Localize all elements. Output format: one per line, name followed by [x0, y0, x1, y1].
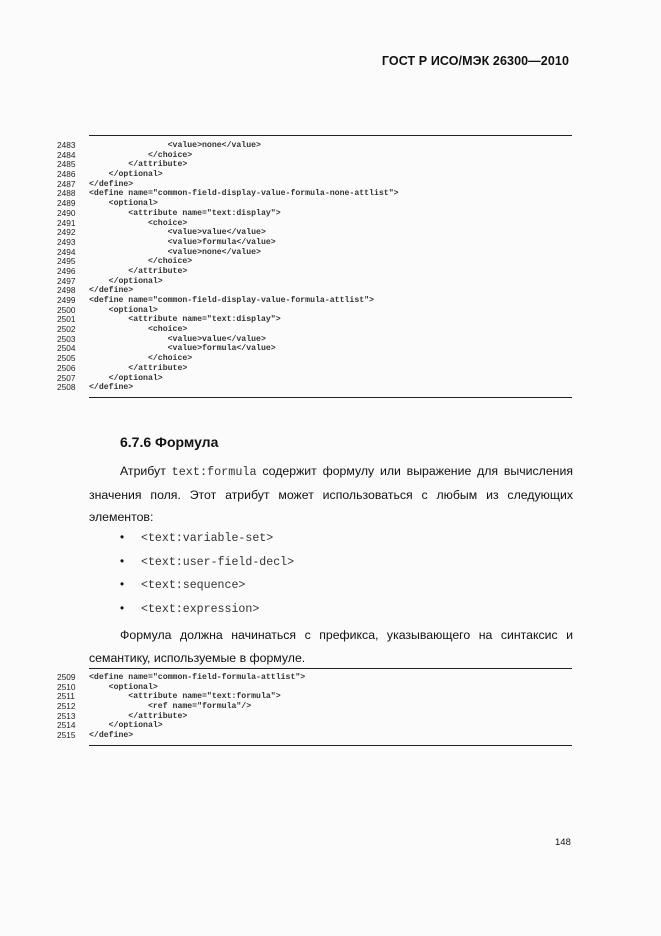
line-number: 2514	[57, 720, 76, 731]
code-text: </define>	[89, 179, 134, 189]
line-number: 2512	[57, 701, 76, 712]
line-number: 2490	[57, 207, 76, 218]
line-number: 2498	[57, 285, 76, 296]
code-text: <define name="common-field-formula-attlist">	[89, 673, 306, 682]
code-line	[57, 228, 572, 238]
code-text: </define>	[89, 286, 134, 296]
code-line	[57, 335, 572, 345]
code-line	[57, 180, 572, 190]
code-line	[57, 721, 572, 731]
code-text: <attribute name="text:formula">	[89, 692, 281, 702]
line-number: 2488	[57, 188, 76, 199]
code-line	[57, 673, 572, 683]
code-line	[57, 141, 572, 151]
code-text: </define>	[89, 383, 134, 393]
code-line	[57, 189, 572, 199]
list-item: • <text:variable-set>	[120, 531, 274, 545]
code-lines	[57, 141, 572, 393]
line-number: 2496	[57, 265, 76, 276]
code-text: <define name="common-field-display-value-formula-attlist">	[89, 296, 374, 305]
line-number: 2493	[57, 236, 76, 247]
code-line	[57, 344, 572, 354]
code-line	[57, 170, 572, 180]
code-line	[57, 354, 572, 364]
line-number: 2501	[57, 314, 76, 325]
list-item: • <text:user-field-decl>	[120, 554, 295, 569]
code-line	[57, 364, 572, 374]
paragraph-formula-attribute	[89, 460, 573, 529]
element-list	[120, 531, 294, 626]
code-text: <attribute name="text:display">	[89, 208, 281, 218]
code-text: <value>formula</value>	[89, 344, 276, 354]
line-number: 2505	[57, 353, 76, 364]
document-header: ГОСТ Р ИСО/МЭК 26300—2010	[381, 54, 569, 68]
code-text: </optional>	[89, 170, 163, 180]
code-line	[57, 209, 572, 219]
code-text: <attribute name="text:display">	[89, 315, 281, 325]
code-text: </optional>	[89, 373, 163, 383]
page-number: 148	[555, 837, 571, 848]
code-line	[57, 683, 572, 693]
code-text: <optional>	[89, 305, 158, 315]
line-number: 2494	[57, 246, 76, 257]
line-number: 2497	[57, 275, 76, 286]
line-number: 2492	[57, 227, 76, 238]
para-text: Формула должна начинаться с префикса, указывающего на синтаксис и семантику, используемые в формуле.	[89, 628, 573, 665]
line-number: 2511	[57, 691, 75, 702]
code-line	[57, 712, 572, 722]
bullet-icon: •	[120, 554, 125, 568]
code-line	[57, 702, 572, 712]
code-line	[57, 325, 572, 335]
code-text: <value>none</value>	[89, 247, 261, 257]
code-text: <value>value</value>	[89, 228, 266, 238]
code-line	[57, 248, 572, 258]
code-text: </attribute>	[89, 363, 188, 373]
code-line	[57, 160, 572, 170]
code-text: <value>value</value>	[89, 334, 266, 344]
code-text: <choice>	[89, 325, 188, 335]
code-text: </attribute>	[89, 160, 188, 170]
code-line	[57, 731, 572, 741]
code-top-rule	[89, 135, 572, 136]
code-top-rule	[89, 668, 572, 669]
line-number: 2487	[57, 178, 76, 189]
line-number: 2500	[57, 304, 76, 315]
code-text: </choice>	[89, 150, 193, 160]
code-line	[57, 296, 572, 306]
code-line	[57, 199, 572, 209]
para-text: содержит формулу или выражение для вычисления значения поля. Этот атрибут может использоваться с любым из следующих элементов:	[89, 464, 574, 524]
code-line	[57, 238, 572, 248]
code-text: </attribute>	[89, 711, 188, 721]
line-number: 2513	[57, 710, 76, 721]
section-heading: 6.7.6 Формула	[120, 434, 219, 450]
code-line	[57, 315, 572, 325]
code-bottom-rule	[89, 397, 572, 398]
line-number: 2509	[57, 672, 76, 682]
code-text: <value>none</value>	[89, 141, 261, 150]
code-text: </define>	[89, 731, 134, 741]
line-number: 2507	[57, 372, 76, 383]
list-item: • <text:sequence>	[120, 578, 246, 593]
line-number: 2504	[57, 343, 76, 354]
bullet-icon: •	[120, 531, 125, 544]
code-text: <optional>	[89, 682, 158, 692]
code-line	[57, 286, 572, 296]
line-number: 2484	[57, 149, 76, 160]
code-text: </attribute>	[89, 266, 188, 276]
code-line	[57, 257, 572, 267]
line-number: 2508	[57, 382, 76, 393]
code-line	[57, 374, 572, 384]
code-line	[57, 267, 572, 277]
line-number: 2510	[57, 681, 76, 692]
code-line	[57, 306, 572, 316]
bullet-icon: •	[120, 578, 125, 592]
line-number: 2503	[57, 333, 76, 344]
line-number: 2495	[57, 256, 76, 267]
para-text: Атрибут	[120, 464, 172, 478]
inline-code: text:formula	[171, 465, 257, 479]
code-text: <choice>	[89, 218, 188, 228]
code-text: </choice>	[89, 354, 193, 364]
line-number: 2515	[57, 730, 76, 741]
code-bottom-rule	[89, 745, 572, 746]
line-number: 2506	[57, 362, 76, 373]
line-number: 2491	[57, 217, 76, 228]
code-text: </optional>	[89, 276, 163, 286]
code-lines	[57, 673, 572, 741]
paragraph-formula-prefix	[89, 624, 573, 669]
code-line	[57, 151, 572, 161]
code-text: <ref name="formula"/>	[89, 702, 252, 712]
line-number: 2483	[57, 140, 76, 150]
code-listing-2	[57, 668, 572, 746]
code-text: </optional>	[89, 721, 163, 731]
code-line	[57, 692, 572, 702]
code-text: <define name="common-field-display-value-formula-none-attlist">	[89, 189, 399, 199]
line-number: 2486	[57, 169, 76, 180]
line-number: 2499	[57, 295, 76, 305]
line-number: 2502	[57, 324, 76, 335]
list-item: • <text:expression>	[120, 602, 260, 617]
bullet-icon: •	[120, 602, 125, 616]
line-number: 2485	[57, 159, 76, 170]
code-text: <value>formula</value>	[89, 237, 276, 247]
line-number: 2489	[57, 198, 76, 209]
code-text: </choice>	[89, 257, 193, 267]
code-listing-1	[57, 135, 572, 398]
code-line	[57, 383, 572, 393]
code-line	[57, 277, 572, 287]
code-line	[57, 219, 572, 229]
code-text: <optional>	[89, 199, 158, 209]
